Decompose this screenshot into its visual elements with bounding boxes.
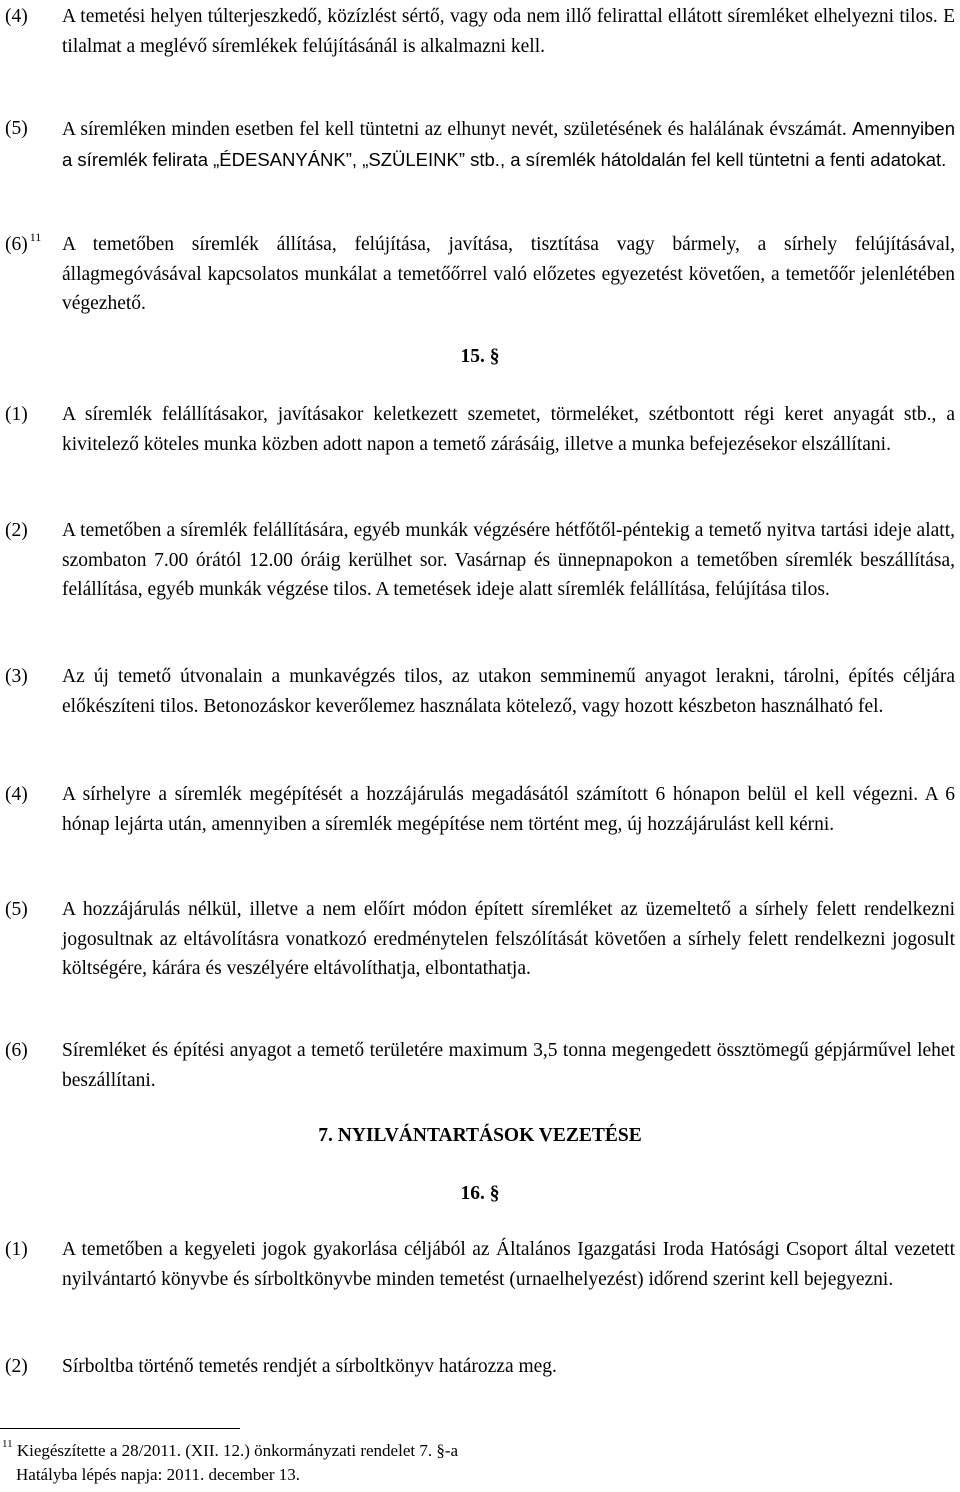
footnote-separator [0,1428,240,1429]
paragraph-number: (5) [5,118,28,139]
paragraph-number: (6) $^{11}$ [5,229,42,255]
paragraph-6 [5,230,955,319]
paragraph-text: A temetőben a kegyeleti jogok gyakorlása céljából az Általános Igazgatási Iroda Hatósági Csoport által vezetett nyilvántartó könyvbe és sírboltkönyvbe minden temetést (urnaelhelyezést) időrend szerint kell bejegyezni. [62,1239,955,1290]
paragraph-text: A temetőben síremlék állítása, felújítása, javítása, tisztítása vagy bármely, a sírhely felújításával, állagmegóvásával kapcsolatos munkálat a temetőőrrel való előzetes egyezetést követően, a temetőőr jelenlétében végezhető. [62,234,955,314]
paragraph-number: (2) [5,520,28,541]
paragraph-text-serif: A síremléken minden esetben fel kell tüntetni az elhunyt nevét, születésének és halálának évszámát. [62,119,847,140]
paragraph-text: Sírboltba történő temetés rendjét a sírboltkönyv határozza meg. [62,1356,557,1377]
paragraph-text: A temetőben a síremlék felállítására, egyéb munkák végzésére hétfőtől-péntekig a temető nyitva tartási ideje alatt, szombaton 7.00 órától 12.00 óráig kerülhet sor. Vasárnap és ünnepnapokon a temetőben síremlék beszállítása, felállítása, egyéb munkák végzése tilos. A temetések ideje alatt síremlék felállítása, felújítása tilos. [62,520,955,600]
paragraph-text-sans: Amennyiben a síremlék felirata „ÉDESANYÁNK”, „SZÜLEINK” stb., a síremlék hátoldalán fel kell tüntetni a fenti adatokat. [62,118,955,170]
paragraph-number: (4) [5,6,28,27]
chapter-7-title: 7. NYILVÁNTARTÁSOK VEZETÉSE [318,1125,642,1146]
sec15-paragraph-4 [5,780,955,839]
footnote-text: Kiegészítette a 28/2011. (XII. 12.) önkormányzati rendelet 7. §-a [16,1441,459,1460]
paragraph-number: (1) [5,404,28,425]
paragraph-number: (6) [5,1040,28,1061]
paragraph-number: (5) [5,899,28,920]
paragraph-number: (1) [5,1239,28,1260]
footnote-reference[interactable]: 11 [29,229,42,244]
section-15-title: 15. § [460,346,500,367]
paragraph-number: (2) [5,1356,28,1377]
sec16-paragraph-1 [5,1235,955,1294]
section-16-title: 16. § [460,1183,500,1204]
paragraph-text [62,114,955,175]
footnote-mark: 11 [2,1438,13,1451]
sec15-paragraph-5 [5,895,955,984]
footnote-line-1 [2,1440,458,1462]
sec15-paragraph-1 [5,400,955,459]
sec16-paragraph-2 [5,1352,955,1382]
paragraph-number: (4) [5,784,28,805]
footnote-line-2: Hatályba lépés napja: 2011. december 13. [16,1465,301,1484]
paragraph-text: Síremléket és építési anyagot a temető területére maximum 3,5 tonna megengedett össztömegű gépjárművel lehet beszállítani. [62,1040,955,1091]
sec15-paragraph-2 [5,516,955,605]
paragraph-text: A hozzájárulás nélkül, illetve a nem előírt módon épített síremléket az üzemeltető a sírhely felett rendelkezni jogosultnak az eltávolításra vonatkozó eredménytelen felszólítását követően a sírhely felett rendelkezni jogosult költségére, kárára és veszélyére eltávolíthatja, elbontathatja. [62,899,955,979]
sec15-paragraph-6 [5,1036,955,1095]
paragraph-4 [5,2,955,61]
sec15-paragraph-3 [5,662,955,721]
paragraph-number: (3) [5,666,28,687]
paragraph-text: A temetési helyen túlterjeszkedő, közízlést sértő, vagy oda nem illő felirattal ellátott síremléket elhelyezni tilos. E tilalmat a meglévő síremlékek felújításánál is alkalmazni kell. [62,6,955,57]
paragraph-text: Az új temető útvonalain a munkavégzés tilos, az utakon semminemű anyagot lerakni, tárolni, építés céljára előkészíteni tilos. Betonozáskor keverőlemez használata kötelező, vagy hozott készbeton használható fel. [62,666,955,717]
paragraph-text: A sírhelyre a síremlék megépítését a hozzájárulás megadásától számított 6 hónapon belül el kell végezni. A 6 hónap lejárta után, amennyiben a síremlék megépítése nem történt meg, új hozzájárulást kell kérni. [62,784,955,835]
paragraph-text: A síremlék felállításakor, javításakor keletkezett szemetet, törmeléket, szétbontott régi keret anyagát stb., a kivitelező köteles munka közben adott napon a temető zárásáig, illetve a munka befejezésekor elszállítani. [62,404,955,455]
paragraph-5 [5,114,955,175]
